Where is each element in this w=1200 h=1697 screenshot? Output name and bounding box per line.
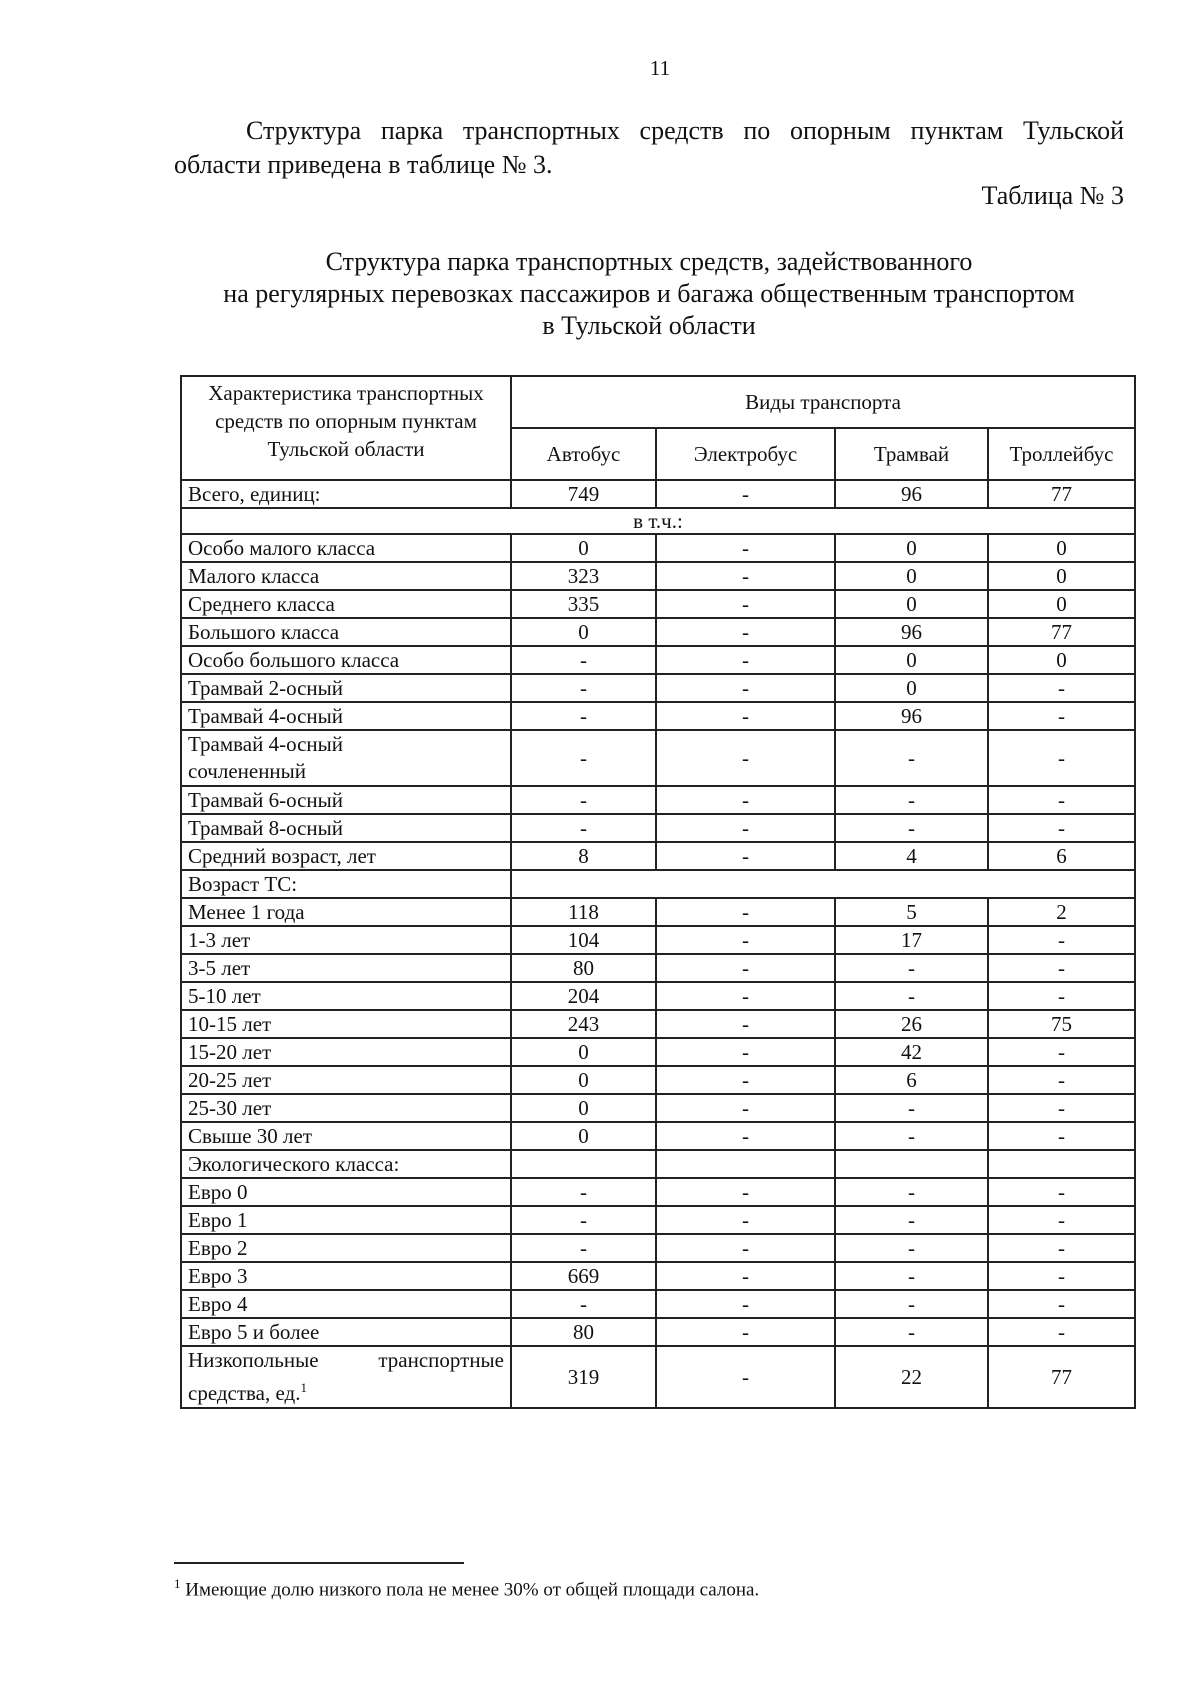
table-row: [181, 926, 1135, 954]
row-label-line: Трамвай 4-осный: [188, 732, 344, 756]
table-row: [181, 1122, 1135, 1150]
table-cell: 0: [835, 534, 988, 562]
table-cell: -: [511, 786, 656, 814]
table-cell: -: [656, 898, 835, 926]
row-label: Трамвай 4-осный: [181, 702, 511, 730]
table-cell: 75: [988, 1010, 1135, 1038]
column-header-trolleybus: Троллейбус: [988, 428, 1135, 480]
table-cell: -: [656, 730, 835, 786]
intro-paragraph: Структура парка транспортных средств по опорным пунктам Тульской области приведена в таблице № 3.: [174, 116, 1124, 179]
table-cell: -: [988, 730, 1135, 786]
table-cell: -: [988, 814, 1135, 842]
table-cell: -: [988, 702, 1135, 730]
empty-cell: [511, 870, 1135, 898]
row-label: Евро 2: [181, 1234, 511, 1262]
table-cell: -: [656, 954, 835, 982]
table-cell: -: [835, 814, 988, 842]
table-cell: 2: [988, 898, 1135, 926]
footnote-ref: 1: [300, 1380, 307, 1395]
table-cell: -: [835, 1094, 988, 1122]
row-label: Большого класса: [181, 618, 511, 646]
table-cell: -: [511, 1178, 656, 1206]
row-label: Евро 3: [181, 1262, 511, 1290]
row-header-cell: Характеристика транспортных средств по опорным пунктам Тульской области: [181, 376, 511, 480]
eco-header-row: [181, 1150, 1135, 1178]
table-cell: -: [988, 1206, 1135, 1234]
table-cell: 0: [835, 674, 988, 702]
title-line-1: Структура парка транспортных средств, задействованного: [325, 247, 973, 276]
table-row: [181, 786, 1135, 814]
row-label: [181, 1346, 511, 1408]
table-row: [181, 842, 1135, 870]
table-cell: -: [656, 646, 835, 674]
table-cell: 26: [835, 1010, 988, 1038]
table-cell: 0: [511, 1038, 656, 1066]
row-label: Особо большого класса: [181, 646, 511, 674]
table-cell: 96: [835, 618, 988, 646]
row-label: Всего, единиц:: [181, 480, 511, 508]
row-label: 20-25 лет: [181, 1066, 511, 1094]
eco-header-row-cell: Экологического класса:: [181, 1150, 511, 1178]
table-row: [181, 674, 1135, 702]
row-label: Свыше 30 лет: [181, 1122, 511, 1150]
row-label: Малого класса: [181, 562, 511, 590]
table-cell: -: [656, 1262, 835, 1290]
low-floor-label: Низкопольные транспортные средства, ед.: [188, 1348, 504, 1405]
table-cell: 0: [988, 562, 1135, 590]
row-label: 1-3 лет: [181, 926, 511, 954]
table-cell: -: [656, 1318, 835, 1346]
table-cell: -: [656, 842, 835, 870]
table-cell: -: [988, 1262, 1135, 1290]
table-cell: 5: [835, 898, 988, 926]
table-cell: -: [656, 786, 835, 814]
table-cell: -: [656, 534, 835, 562]
footnote: [174, 1576, 1124, 1601]
table-cell: 0: [835, 590, 988, 618]
incl-row-cell: в т.ч.:: [181, 508, 1135, 534]
age-header-row: [181, 870, 1135, 898]
table-row: [181, 1234, 1135, 1262]
table-cell: 0: [988, 534, 1135, 562]
table-cell: 77: [988, 1346, 1135, 1408]
table-cell: 17: [835, 926, 988, 954]
table-cell: 118: [511, 898, 656, 926]
table-cell: -: [988, 1234, 1135, 1262]
row-label: Евро 4: [181, 1290, 511, 1318]
table-cell: -: [988, 1094, 1135, 1122]
table-label: Таблица № 3: [981, 181, 1124, 210]
table-cell: -: [656, 674, 835, 702]
table-cell: -: [656, 1122, 835, 1150]
table-cell: -: [835, 786, 988, 814]
table-cell: 335: [511, 590, 656, 618]
footnote-mark: 1: [174, 1576, 181, 1591]
empty-cell: [511, 1150, 656, 1178]
table-cell: -: [511, 1290, 656, 1318]
table-cell: 323: [511, 562, 656, 590]
table-row: [181, 646, 1135, 674]
table-cell: -: [835, 1290, 988, 1318]
table-row: [181, 1066, 1135, 1094]
table-cell: -: [656, 1178, 835, 1206]
table-cell: -: [988, 982, 1135, 1010]
table-cell: -: [656, 480, 835, 508]
table-cell: -: [656, 562, 835, 590]
table-cell: -: [656, 590, 835, 618]
row-label: 3-5 лет: [181, 954, 511, 982]
title-line-2: на регулярных перевозках пассажиров и багажа общественным транспортом: [223, 279, 1075, 308]
table-cell: 204: [511, 982, 656, 1010]
table-cell: 0: [511, 1122, 656, 1150]
table-cell: -: [988, 1122, 1135, 1150]
table-cell: -: [656, 926, 835, 954]
table-row: [181, 730, 1135, 786]
table-cell: 104: [511, 926, 656, 954]
table-cell: 6: [835, 1066, 988, 1094]
table-cell: -: [656, 1066, 835, 1094]
table-cell: -: [988, 1038, 1135, 1066]
transport-fleet-table: [180, 375, 1136, 1409]
table-cell: -: [656, 982, 835, 1010]
column-header-tram: Трамвай: [835, 428, 988, 480]
table-cell: -: [988, 1290, 1135, 1318]
table-row: [181, 618, 1135, 646]
row-label: Евро 5 и более: [181, 1318, 511, 1346]
row-label: 10-15 лет: [181, 1010, 511, 1038]
table-cell: 749: [511, 480, 656, 508]
row-label: 15-20 лет: [181, 1038, 511, 1066]
table-row: [181, 1038, 1135, 1066]
row-label: 5-10 лет: [181, 982, 511, 1010]
table-cell: -: [835, 954, 988, 982]
table-row: [181, 480, 1135, 508]
table-row: [181, 982, 1135, 1010]
table-row: [181, 814, 1135, 842]
table-cell: -: [511, 1206, 656, 1234]
table-cell: 243: [511, 1010, 656, 1038]
table-cell: -: [656, 702, 835, 730]
table-cell: -: [835, 1206, 988, 1234]
table-cell: -: [988, 786, 1135, 814]
title-line-3: в Тульской области: [542, 311, 756, 340]
footnote-text: Имеющие долю низкого пола не менее 30% от общей площади салона.: [185, 1579, 760, 1601]
page-number: 11: [649, 56, 671, 80]
table-cell: -: [656, 1206, 835, 1234]
table-cell: 80: [511, 1318, 656, 1346]
table-cell: 0: [988, 590, 1135, 618]
empty-cell: [988, 1150, 1135, 1178]
table-cell: 0: [511, 1066, 656, 1094]
empty-cell: [656, 1150, 835, 1178]
row-label: Особо малого класса: [181, 534, 511, 562]
table-row: [181, 1010, 1135, 1038]
row-label: Менее 1 года: [181, 898, 511, 926]
row-label: Среднего класса: [181, 590, 511, 618]
table-cell: 0: [835, 646, 988, 674]
table-cell: 42: [835, 1038, 988, 1066]
table-cell: -: [835, 1122, 988, 1150]
table-cell: -: [656, 1290, 835, 1318]
table-cell: -: [988, 1318, 1135, 1346]
table-row: [181, 1318, 1135, 1346]
table-cell: -: [656, 1010, 835, 1038]
table-cell: -: [988, 926, 1135, 954]
table-cell: 22: [835, 1346, 988, 1408]
table-row: [181, 1178, 1135, 1206]
row-label: Евро 0: [181, 1178, 511, 1206]
table-cell: -: [656, 1346, 835, 1408]
table-cell: -: [988, 674, 1135, 702]
table-cell: -: [656, 1234, 835, 1262]
table-cell: 77: [988, 618, 1135, 646]
table-row: [181, 1094, 1135, 1122]
table-cell: -: [656, 814, 835, 842]
table-row: [181, 702, 1135, 730]
table-cell: 0: [835, 562, 988, 590]
table-cell: -: [511, 730, 656, 786]
table-cell: 319: [511, 1346, 656, 1408]
table-cell: 669: [511, 1262, 656, 1290]
table-cell: 0: [988, 646, 1135, 674]
table-cell: 0: [511, 618, 656, 646]
table-header-row: [181, 376, 1135, 428]
footnote-divider: [174, 1562, 464, 1564]
table-cell: -: [835, 1178, 988, 1206]
row-label: Трамвай 6-осный: [181, 786, 511, 814]
table-cell: 96: [835, 702, 988, 730]
table-row: [181, 954, 1135, 982]
table-row: [181, 534, 1135, 562]
table-cell: -: [835, 982, 988, 1010]
row-label: Евро 1: [181, 1206, 511, 1234]
table-cell: 0: [511, 1094, 656, 1122]
table-cell: -: [656, 618, 835, 646]
table-cell: -: [511, 674, 656, 702]
table-row: [181, 562, 1135, 590]
row-label-line: сочлененный: [188, 759, 307, 783]
table-row: [181, 590, 1135, 618]
table-cell: -: [988, 954, 1135, 982]
incl-row: [181, 508, 1135, 534]
table-cell: -: [511, 1234, 656, 1262]
table-cell: -: [835, 1262, 988, 1290]
column-header-ebus: Электробус: [656, 428, 835, 480]
table-cell: -: [988, 1066, 1135, 1094]
table-cell: -: [835, 730, 988, 786]
table-cell: 0: [511, 534, 656, 562]
table-cell: -: [988, 1178, 1135, 1206]
table-cell: -: [511, 702, 656, 730]
row-label: 25-30 лет: [181, 1094, 511, 1122]
empty-cell: [835, 1150, 988, 1178]
table-cell: 80: [511, 954, 656, 982]
table-cell: -: [656, 1094, 835, 1122]
table-row: [181, 898, 1135, 926]
table-cell: 6: [988, 842, 1135, 870]
table-cell: 96: [835, 480, 988, 508]
row-label: Трамвай 2-осный: [181, 674, 511, 702]
table-cell: -: [835, 1318, 988, 1346]
table-row: [181, 1206, 1135, 1234]
table-title: [174, 246, 1124, 342]
column-header-bus: Автобус: [511, 428, 656, 480]
group-header-cell: Виды транспорта: [511, 376, 1135, 428]
table-cell: 8: [511, 842, 656, 870]
table-cell: -: [656, 1038, 835, 1066]
row-label: Трамвай 8-осный: [181, 814, 511, 842]
table-cell: -: [835, 1234, 988, 1262]
table-cell: 4: [835, 842, 988, 870]
row-label: [181, 730, 511, 786]
age-header-row-cell: Возраст ТС:: [181, 870, 511, 898]
table-row: [181, 1262, 1135, 1290]
table-cell: 77: [988, 480, 1135, 508]
table-row: [181, 1290, 1135, 1318]
table-cell: -: [511, 814, 656, 842]
table-row: [181, 1346, 1135, 1408]
table-cell: -: [511, 646, 656, 674]
row-label: Средний возраст, лет: [181, 842, 511, 870]
